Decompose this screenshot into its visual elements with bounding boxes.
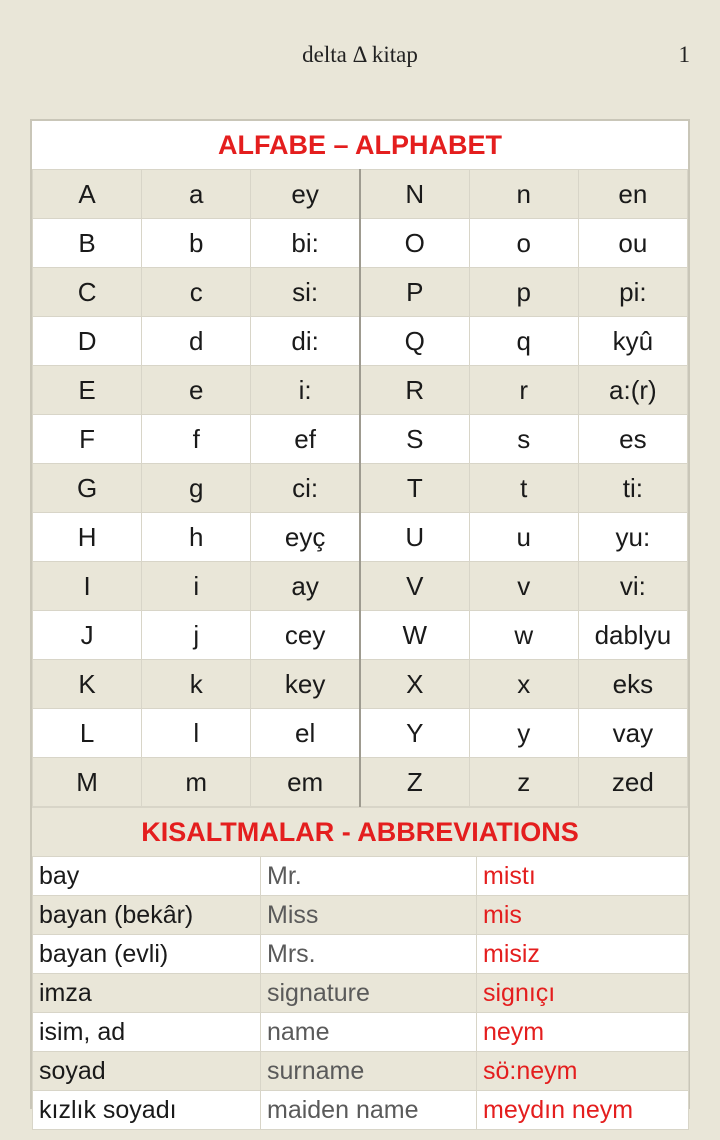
pronunciation-cell: signıçı <box>477 974 689 1013</box>
pronunciation-cell: es <box>578 415 687 464</box>
abbreviation-row <box>33 1052 689 1091</box>
pronunciation-cell: ef <box>251 415 360 464</box>
lower-letter-cell: n <box>469 170 578 219</box>
pronunciation-cell: kyû <box>578 317 687 366</box>
alphabet-title: ALFABE – ALPHABET <box>32 121 688 169</box>
pronunciation-cell: i: <box>251 366 360 415</box>
upper-letter-cell: C <box>33 268 142 317</box>
english-term-cell: signature <box>261 974 477 1013</box>
page-number: 1 <box>678 42 690 67</box>
turkish-term-cell: bay <box>33 857 261 896</box>
english-term-cell: surname <box>261 1052 477 1091</box>
upper-letter-cell: S <box>360 415 469 464</box>
lower-letter-cell: z <box>469 758 578 807</box>
abbreviations-table <box>32 856 689 1130</box>
abbreviation-row <box>33 974 689 1013</box>
alphabet-row <box>33 317 688 366</box>
upper-letter-cell: U <box>360 513 469 562</box>
pronunciation-cell: el <box>251 709 360 758</box>
pronunciation-cell: ci: <box>251 464 360 513</box>
lower-letter-cell: m <box>142 758 251 807</box>
upper-letter-cell: P <box>360 268 469 317</box>
alphabet-row <box>33 170 688 219</box>
pronunciation-cell: meydın neym <box>477 1091 689 1130</box>
pronunciation-cell: en <box>578 170 687 219</box>
upper-letter-cell: Z <box>360 758 469 807</box>
pronunciation-cell: zed <box>578 758 687 807</box>
lower-letter-cell: v <box>469 562 578 611</box>
turkish-term-cell: bayan (bekâr) <box>33 896 261 935</box>
lower-letter-cell: i <box>142 562 251 611</box>
pronunciation-cell: vay <box>578 709 687 758</box>
alphabet-table <box>32 169 688 807</box>
upper-letter-cell: N <box>360 170 469 219</box>
lower-letter-cell: o <box>469 219 578 268</box>
abbreviation-row <box>33 896 689 935</box>
pronunciation-cell: ou <box>578 219 687 268</box>
alphabet-row <box>33 611 688 660</box>
lower-letter-cell: a <box>142 170 251 219</box>
pronunciation-cell: mistı <box>477 857 689 896</box>
upper-letter-cell: R <box>360 366 469 415</box>
lower-letter-cell: k <box>142 660 251 709</box>
english-term-cell: Miss <box>261 896 477 935</box>
book-title: delta Δ kitap <box>302 42 418 67</box>
upper-letter-cell: K <box>33 660 142 709</box>
pronunciation-cell: ay <box>251 562 360 611</box>
lower-letter-cell: g <box>142 464 251 513</box>
alphabet-card <box>30 119 690 1124</box>
turkish-term-cell: kızlık soyadı <box>33 1091 261 1130</box>
page-header <box>0 42 720 72</box>
abbreviation-row <box>33 857 689 896</box>
pronunciation-cell: ti: <box>578 464 687 513</box>
turkish-term-cell: bayan (evli) <box>33 935 261 974</box>
lower-letter-cell: w <box>469 611 578 660</box>
pronunciation-cell: bi: <box>251 219 360 268</box>
turkish-term-cell: isim, ad <box>33 1013 261 1052</box>
upper-letter-cell: H <box>33 513 142 562</box>
pronunciation-cell: cey <box>251 611 360 660</box>
pronunciation-cell: ey <box>251 170 360 219</box>
alphabet-row <box>33 464 688 513</box>
upper-letter-cell: M <box>33 758 142 807</box>
upper-letter-cell: Y <box>360 709 469 758</box>
lower-letter-cell: x <box>469 660 578 709</box>
pronunciation-cell: eyç <box>251 513 360 562</box>
upper-letter-cell: Q <box>360 317 469 366</box>
pronunciation-cell: em <box>251 758 360 807</box>
lower-letter-cell: l <box>142 709 251 758</box>
english-term-cell: name <box>261 1013 477 1052</box>
lower-letter-cell: h <box>142 513 251 562</box>
pronunciation-cell: di: <box>251 317 360 366</box>
alphabet-row <box>33 219 688 268</box>
upper-letter-cell: W <box>360 611 469 660</box>
lower-letter-cell: f <box>142 415 251 464</box>
pronunciation-cell: dablyu <box>578 611 687 660</box>
upper-letter-cell: I <box>33 562 142 611</box>
pronunciation-cell: key <box>251 660 360 709</box>
upper-letter-cell: E <box>33 366 142 415</box>
pronunciation-cell: yu: <box>578 513 687 562</box>
upper-letter-cell: J <box>33 611 142 660</box>
pronunciation-cell: pi: <box>578 268 687 317</box>
abbreviation-row <box>33 1091 689 1130</box>
pronunciation-cell: misiz <box>477 935 689 974</box>
alphabet-row <box>33 415 688 464</box>
upper-letter-cell: B <box>33 219 142 268</box>
pronunciation-cell: vi: <box>578 562 687 611</box>
lower-letter-cell: s <box>469 415 578 464</box>
lower-letter-cell: b <box>142 219 251 268</box>
pronunciation-cell: eks <box>578 660 687 709</box>
abbreviation-row <box>33 1013 689 1052</box>
lower-letter-cell: u <box>469 513 578 562</box>
alphabet-row <box>33 758 688 807</box>
english-term-cell: Mrs. <box>261 935 477 974</box>
lower-letter-cell: j <box>142 611 251 660</box>
alphabet-row <box>33 660 688 709</box>
alphabet-row <box>33 709 688 758</box>
pronunciation-cell: sö:neym <box>477 1052 689 1091</box>
lower-letter-cell: r <box>469 366 578 415</box>
alphabet-row <box>33 513 688 562</box>
upper-letter-cell: X <box>360 660 469 709</box>
pronunciation-cell: neym <box>477 1013 689 1052</box>
upper-letter-cell: O <box>360 219 469 268</box>
lower-letter-cell: q <box>469 317 578 366</box>
upper-letter-cell: V <box>360 562 469 611</box>
upper-letter-cell: L <box>33 709 142 758</box>
alphabet-row <box>33 268 688 317</box>
upper-letter-cell: F <box>33 415 142 464</box>
pronunciation-cell: mis <box>477 896 689 935</box>
lower-letter-cell: p <box>469 268 578 317</box>
english-term-cell: maiden name <box>261 1091 477 1130</box>
upper-letter-cell: G <box>33 464 142 513</box>
pronunciation-cell: a:(r) <box>578 366 687 415</box>
abbreviation-row <box>33 935 689 974</box>
upper-letter-cell: T <box>360 464 469 513</box>
turkish-term-cell: imza <box>33 974 261 1013</box>
alphabet-row <box>33 562 688 611</box>
upper-letter-cell: A <box>33 170 142 219</box>
pronunciation-cell: si: <box>251 268 360 317</box>
lower-letter-cell: y <box>469 709 578 758</box>
turkish-term-cell: soyad <box>33 1052 261 1091</box>
lower-letter-cell: c <box>142 268 251 317</box>
lower-letter-cell: e <box>142 366 251 415</box>
english-term-cell: Mr. <box>261 857 477 896</box>
lower-letter-cell: t <box>469 464 578 513</box>
abbreviations-title: KISALTMALAR - ABBREVIATIONS <box>32 807 688 856</box>
upper-letter-cell: D <box>33 317 142 366</box>
alphabet-row <box>33 366 688 415</box>
lower-letter-cell: d <box>142 317 251 366</box>
